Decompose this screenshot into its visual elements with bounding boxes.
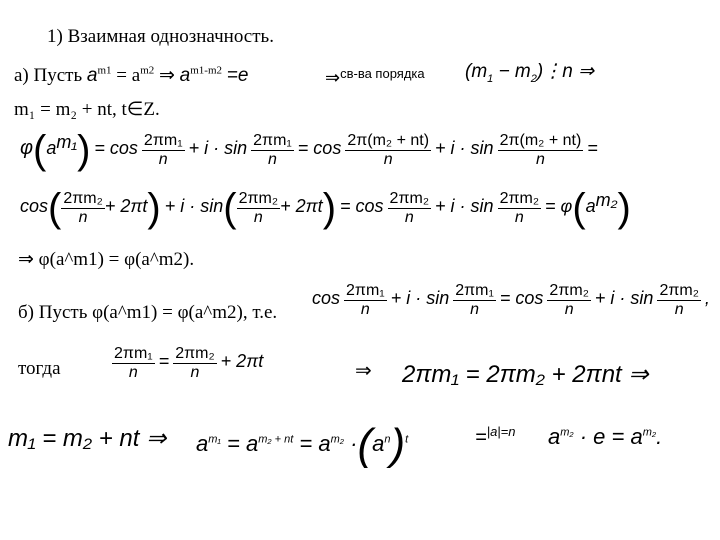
denominator: n	[78, 209, 88, 226]
exp-5: m₂	[642, 426, 657, 439]
fraction-1	[112, 345, 155, 382]
cos-label: cos	[312, 288, 341, 309]
part-a-line-1	[14, 64, 248, 87]
equals: =	[587, 138, 598, 159]
numerator: 2πm₂	[389, 190, 430, 207]
numerator: 2πm₂	[659, 282, 699, 299]
numerator: 2πm₁	[346, 282, 385, 299]
eq-3: =	[475, 426, 487, 449]
order-property-note	[325, 66, 425, 88]
equals: =	[158, 351, 170, 372]
plus-i-sin: + i · sin	[188, 138, 248, 159]
numerator: 2πm₁	[114, 345, 153, 362]
plus-i-sin: + i · sin	[390, 288, 450, 309]
plus-i-sin: + i · sin	[164, 196, 224, 217]
sub-1: 1	[487, 72, 494, 85]
eq-a-1: = a	[227, 430, 259, 456]
denominator: n	[268, 151, 277, 168]
numerator: 2π(m₂ + nt)	[499, 132, 582, 149]
denominator: n	[128, 364, 138, 381]
a-inner: a	[372, 430, 385, 456]
implies-arrow-2: ⇒	[325, 67, 341, 88]
sub-2: 2	[530, 72, 537, 85]
numerator: 2πm₂	[63, 190, 103, 207]
a-4: a	[548, 424, 561, 449]
fraction-1	[344, 282, 387, 319]
fraction-2	[237, 190, 280, 227]
a-symbol: a	[46, 138, 57, 159]
fraction-2	[251, 132, 294, 169]
plus-i-sin-2: + i · sin	[435, 138, 494, 159]
part-a-line-2: m₁ = m₂ + nt, t∈Z.	[14, 99, 160, 120]
left-paren: (	[33, 128, 47, 172]
left-paren: (	[357, 420, 373, 469]
plus-2pi-t: + 2πt	[104, 196, 148, 217]
divisibility-expr	[465, 60, 594, 85]
denominator: n	[564, 301, 574, 318]
fraction-2	[173, 345, 216, 382]
exp: m₂	[595, 189, 618, 210]
numerator: 2π(m₂ + nt)	[347, 132, 430, 149]
fraction-1	[61, 190, 104, 227]
exp-3: m₂	[330, 433, 344, 446]
eq-cos: = cos	[499, 288, 544, 309]
right-paren: )	[147, 186, 161, 230]
numerator: 2πm₁	[253, 132, 292, 149]
denominator: n	[158, 151, 168, 168]
plus-i-sin-2: + i · sin	[435, 196, 494, 217]
comma: ,	[704, 288, 710, 309]
order-note: |a|=n	[486, 424, 516, 439]
denominator: n	[360, 301, 370, 318]
fraction-3	[388, 190, 431, 227]
plus-i-sin-2: + i · sin	[594, 288, 654, 309]
denominator: n	[253, 209, 263, 226]
numerator: 2πm₂	[238, 190, 279, 207]
exp-1: m₁	[208, 433, 221, 446]
eq-a: = a	[116, 65, 141, 86]
exp-inner: n	[384, 433, 391, 446]
exp-2: m₂ + nt	[258, 433, 294, 446]
left-paren-2: (	[223, 186, 237, 230]
denominator: n	[674, 301, 684, 318]
eq-a-2: = a	[299, 430, 331, 456]
divides-n: )⋮n	[536, 61, 573, 82]
denominator: n	[190, 364, 200, 381]
exp-m1-m2: m1-m2	[190, 64, 223, 77]
denominator: n	[383, 151, 393, 168]
numerator: 2πm₁	[455, 282, 494, 299]
dot: ·	[350, 430, 358, 456]
row2-formula	[20, 186, 631, 231]
fraction-4	[498, 190, 541, 227]
exp-4: m₂	[560, 426, 574, 439]
left-paren-3: (	[572, 186, 586, 230]
then-formula	[112, 345, 263, 382]
heading: 1) Взаимная однозначность.	[47, 26, 274, 47]
exp-outer: t	[405, 433, 409, 446]
final-lhs: m₁ = m₂ + nt ⇒	[8, 425, 167, 452]
left-paren: (	[48, 186, 62, 230]
exp-m2: m2	[140, 64, 155, 77]
phi-symbol: φ	[20, 137, 34, 160]
numerator: 2πm₂	[499, 190, 540, 207]
then-rhs: 2πm₁ = 2πm₂ + 2πnt ⇒	[402, 361, 649, 388]
implies-arrow: ⇒	[159, 65, 175, 86]
cos-label: cos	[20, 196, 49, 217]
fraction-3	[547, 282, 590, 319]
paren-m: (m	[465, 61, 488, 82]
eq-cos: = cos	[297, 138, 342, 159]
exp-m1: m1	[97, 64, 112, 77]
numerator: 2πm₁	[143, 132, 183, 149]
minus-m: − m	[498, 61, 531, 82]
then-arrow: ⇒	[355, 360, 372, 382]
denominator: n	[470, 301, 479, 318]
a-1: a	[196, 430, 209, 456]
plus-2pi-t-2: + 2πt	[280, 196, 323, 217]
part-b-label: б) Пусть φ(a^m1) = φ(a^m2), т.е.	[18, 302, 278, 323]
denominator: n	[514, 209, 524, 226]
exp: m₁	[56, 131, 78, 152]
final-result	[548, 424, 662, 450]
a-symbol: a	[585, 196, 596, 217]
a-symbol: a	[86, 65, 98, 86]
right-paren: )	[77, 128, 91, 172]
part-b-formula	[312, 282, 710, 319]
fraction-3	[345, 132, 431, 169]
tail: · e = a	[579, 424, 643, 449]
a-symbol-2: a	[179, 65, 191, 86]
plus-2pi-t: + 2πt	[220, 351, 264, 372]
right-paren-2: )	[322, 186, 337, 230]
cos-label: = cos	[94, 138, 138, 159]
part-a-label: а) Пусть	[14, 65, 83, 86]
right-paren: )	[390, 420, 406, 469]
eq-e: =e	[226, 65, 249, 86]
eq-phi: = φ	[545, 196, 573, 217]
denominator: n	[404, 209, 414, 226]
final-chain	[196, 420, 408, 470]
fraction-2	[453, 282, 496, 319]
right-paren-3: )	[617, 186, 631, 230]
numerator: 2πm₂	[549, 282, 589, 299]
order-property-text: св-ва порядка	[340, 66, 425, 81]
implies-arrow-3: ⇒	[578, 61, 594, 82]
fraction-1	[142, 132, 185, 169]
fraction-4	[657, 282, 700, 319]
eq-cos: = cos	[340, 196, 384, 217]
numerator: 2πm₂	[175, 345, 215, 362]
conclusion-a: ⇒ φ(a^m1) = φ(a^m2).	[18, 249, 195, 270]
row1-formula	[20, 128, 598, 173]
fraction-4	[498, 132, 584, 169]
then-label: тогда	[18, 358, 61, 379]
eq-order	[475, 424, 516, 450]
period: .	[656, 424, 663, 449]
denominator: n	[535, 151, 545, 168]
